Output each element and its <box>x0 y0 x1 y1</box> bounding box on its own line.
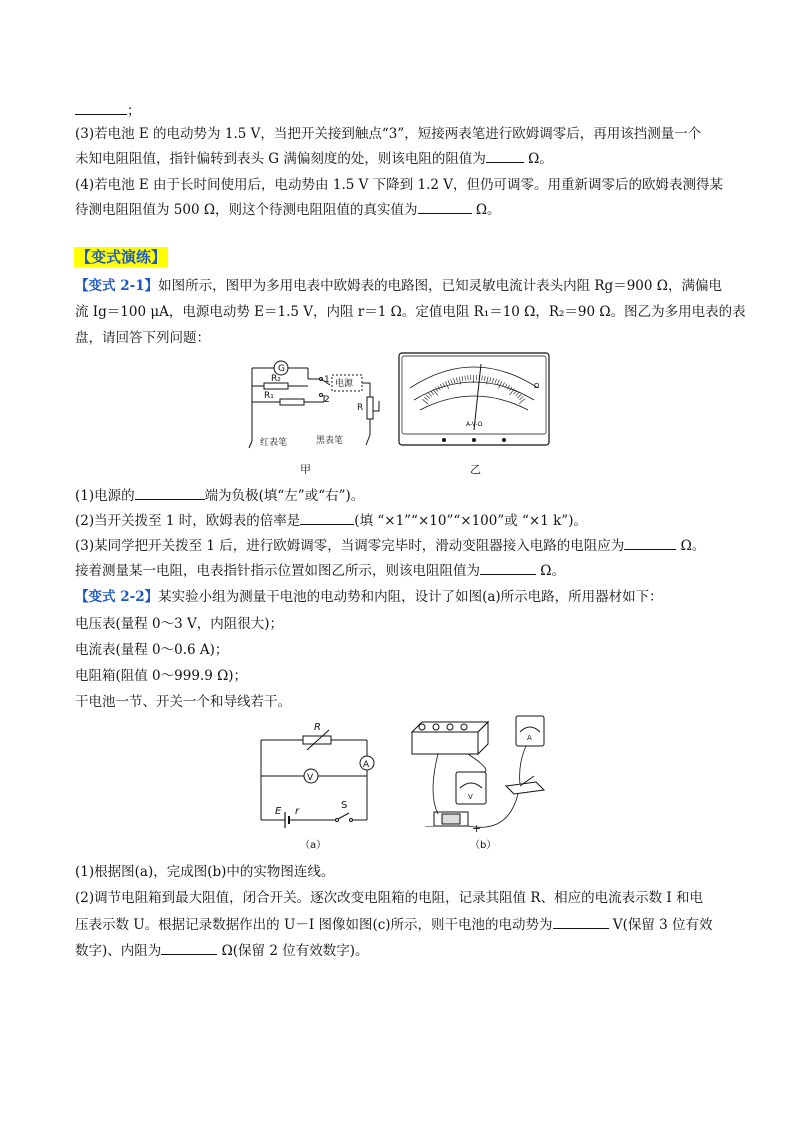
resistance-box <box>412 732 478 754</box>
q4-line-1: (4)若电池 E 由于长时间使用后，电动势由 1.5 V 下降到 1.2 V，但仍可调零。用重新调零后的欧姆表测得某 <box>75 177 723 193</box>
label-g: G <box>278 364 285 374</box>
answer-blank[interactable] <box>300 510 354 525</box>
label-r1: R₁ <box>264 391 274 401</box>
label-a: A <box>527 734 532 742</box>
q3-line-2: 未知电阻阻值，指针偏转到表头 G 满偏刻度的处，则该电阻的阻值为 Ω。 <box>75 148 553 169</box>
v21-q3-line-1: (3)某同学把开关拨至 1 后，进行欧姆调零，当调零完毕时，滑动变阻器接入电路的电阻应为 Ω。 <box>75 535 705 556</box>
apparatus-figure-b <box>408 714 558 856</box>
label-plus: + <box>472 822 482 835</box>
switch-device <box>506 782 544 794</box>
material-2: 电流表(量程 0～0.6 A)； <box>75 642 229 658</box>
label-r: R <box>314 722 321 733</box>
answer-blank[interactable] <box>486 148 524 163</box>
label-s: S <box>341 800 348 811</box>
q2-answer-line: ； <box>75 100 141 121</box>
label-minus: － <box>424 820 435 833</box>
v21-line-3: 盘，请回答下列问题： <box>75 330 210 346</box>
label-r: R <box>357 403 364 413</box>
resistance-box-r <box>303 736 331 744</box>
material-4: 干电池一节、开关一个和导线若干。 <box>75 694 291 710</box>
v22-q2-line-1: (2)调节电阻箱到最大阻值，闭合开关。逐次改变电阻箱的电阻，记录其阻值 R、相应的电流表示数 I 和电 <box>75 890 703 906</box>
label-sw2: 2 <box>324 395 330 405</box>
answer-blank[interactable] <box>624 535 676 550</box>
v21-q3-line-2: 接着测量某一电阻，电表指针指示位置如图乙所示，则该电阻阻值为 Ω。 <box>75 560 565 581</box>
label-a: A <box>363 760 370 770</box>
v22-q2-line-2: 压表示数 U。根据记录数据作出的 U－I 图像如图(c)所示，则干电池的电动势为 V(保留 3 位有效 <box>75 914 713 935</box>
label-red-probe: 红表笔 <box>260 438 288 448</box>
caption-b: （b） <box>470 840 497 851</box>
label-r2: R₂ <box>271 374 281 384</box>
answer-blank[interactable] <box>75 100 127 115</box>
material-1: 电压表(量程 0～3 V，内阻很大)； <box>75 616 284 632</box>
answer-blank[interactable] <box>135 485 205 500</box>
v21-tag: 【变式 2-1】 <box>75 278 159 294</box>
label-sw1: 1 <box>324 375 330 385</box>
v21-line-1: 【变式 2-1】如图所示，图甲为多用电表中欧姆表的电路图，已知灵敏电流计表头内阻 Rg＝900 Ω，满偏电 <box>75 278 722 294</box>
label-v: V <box>307 773 314 783</box>
svg-text:V: V <box>468 793 473 801</box>
label-source: 电源 <box>335 379 354 389</box>
v22-q1: (1)根据图(a)，完成图(b)中的实物图连线。 <box>75 864 335 880</box>
caption-a: （a） <box>300 840 327 851</box>
section-title: 【变式演练】 <box>76 248 167 266</box>
v22-q2-line-3: 数字)、内阻为 Ω(保留 2 位有效数字)。 <box>75 940 368 961</box>
label-black-probe: 黑表笔 <box>316 436 344 446</box>
rheostat-r <box>367 397 373 419</box>
r1-resistor <box>280 399 304 405</box>
material-3: 电阻箱(阻值 0～999.9 Ω)； <box>75 668 248 684</box>
label-ohm: Ω <box>534 382 540 390</box>
v22-line-1: 【变式 2-2】某实验小组为测量干电池的电动势和内阻，设计了如图(a)所示电路，所用器材如下： <box>75 589 663 605</box>
label-avo: A-V-Ω <box>466 421 483 428</box>
q4-line-2: 待测电阻阻值为 500 Ω，则这个待测电阻阻值的真实值为 Ω。 <box>75 199 501 220</box>
caption-jia: 甲 <box>300 463 311 476</box>
v22-tag: 【变式 2-2】 <box>75 589 159 605</box>
v21-q2: (2)当开关拨至 1 时，欧姆表的倍率是 (填 “×1”“×10”“×100”或 “×1 k”)。 <box>75 510 587 531</box>
label-e: E <box>275 806 282 817</box>
circuit-diagram-a <box>255 716 385 856</box>
q3-line-1: (3)若电池 E 的电动势为 1.5 V，当把开关接到触点“3”，短接两表笔进行欧姆调零后，再用该挡测量一个 <box>75 126 702 142</box>
v21-line-2: 流 Ig＝100 μA，电源电动势 E＝1.5 V，内阻 r＝1 Ω。定值电阻 R₁＝10 Ω，R₂＝90 Ω。图乙为多用电表的表 <box>75 304 746 320</box>
answer-blank[interactable] <box>553 914 609 929</box>
caption-yi: 乙 <box>470 463 481 476</box>
answer-blank[interactable] <box>161 940 217 955</box>
answer-blank[interactable] <box>418 199 472 214</box>
v21-q1: (1)电源的 端为负极(填“左”或“右”)。 <box>75 485 364 506</box>
multimeter-dial-figure <box>398 352 550 480</box>
label-r-internal: r <box>295 806 300 817</box>
ohmmeter-circuit-figure <box>244 355 384 480</box>
answer-blank[interactable] <box>480 560 536 575</box>
